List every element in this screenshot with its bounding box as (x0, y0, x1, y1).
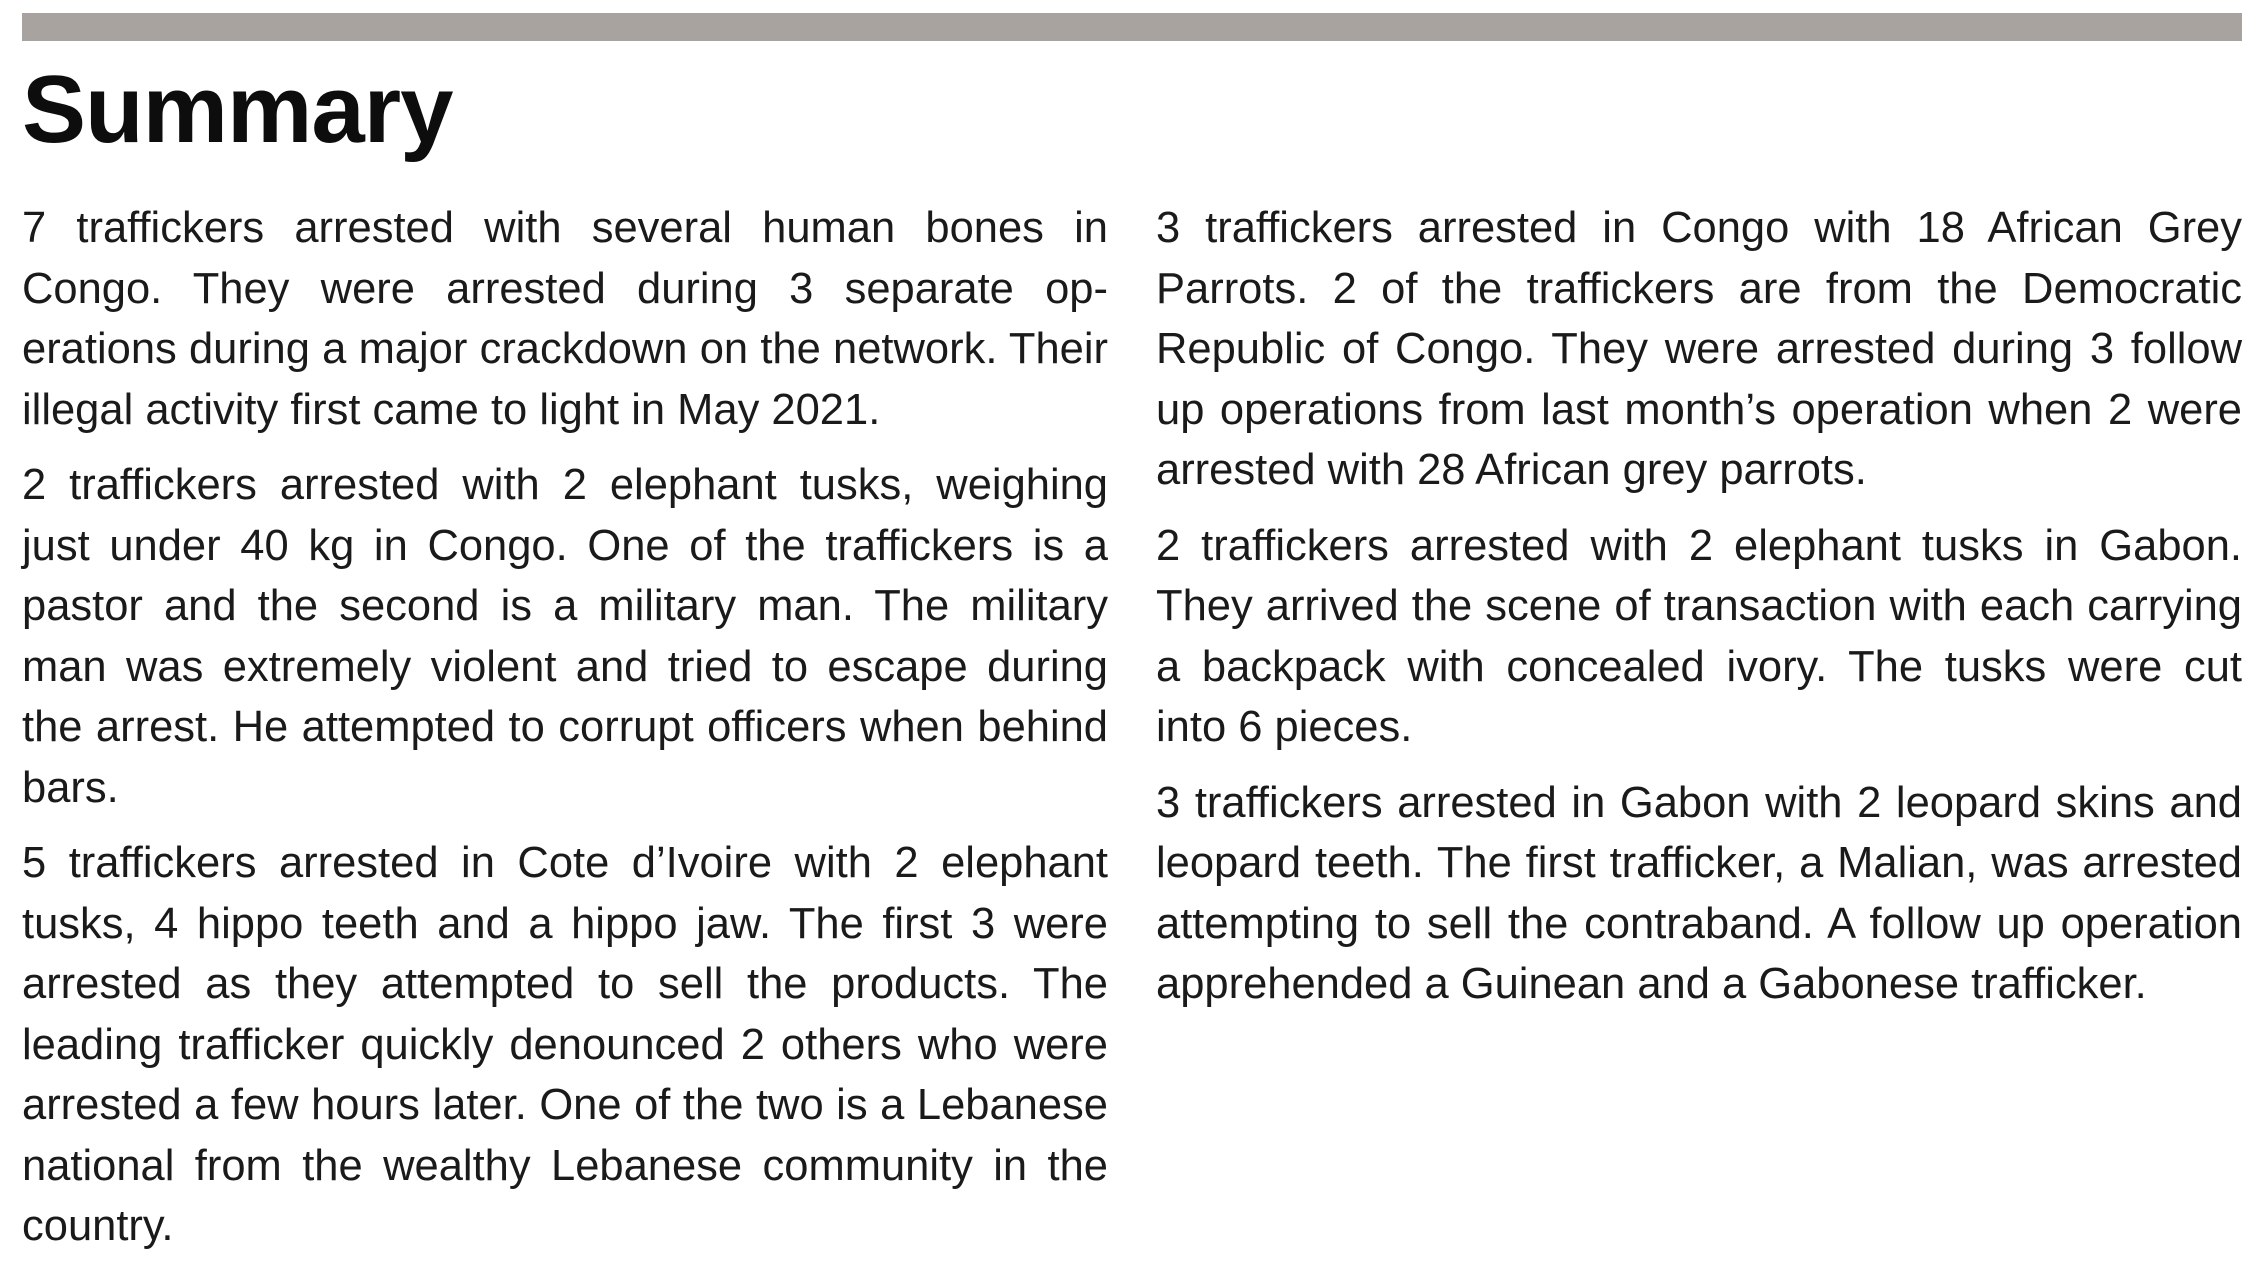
summary-paragraph: 2 traffickers arrested with 2 elephant tusks, weighing just under 40 kg in Congo. One of the traffickers is a pastor and the second is a military man. The military man was extremely violent and tried to escape during the arrest. He attempted to corrupt officers when behind bars. (22, 461, 1108, 812)
summary-paragraph: 3 traffickers arrested in Congo with 18 African Grey Parrots. 2 of the traffickers are from the Democratic Republic of Congo. They were arrested during 3 follow up operations from last month’s operation when 2 were arrested with 28 African grey parrots. (1156, 204, 2242, 494)
header-rule (22, 13, 2242, 41)
right-column (1156, 198, 2242, 1030)
summary-paragraph: 3 traffickers arrested in Gabon with 2 leopard skins and leopard teeth. The first trafficker, a Malian, was arrested attempting to sell the contraband. A follow up operation apprehended a Guinean and a Gabonese trafficker. (1156, 778, 2242, 1008)
summary-paragraph: 2 traffickers arrested with 2 elephant tusks in Gabon. They arrived the scene of transaction with each carrying a backpack with concealed ivory. The tusks were cut into 6 pieces. (1156, 521, 2242, 751)
summary-paragraph: 7 traffickers arrested with several human bones in Congo. They were arrested during 3 separate operations during a major crackdown on the network. Their illegal activity first came to light in May 2021. (22, 204, 1108, 434)
left-column (22, 198, 1108, 1272)
page-title: Summary (22, 56, 453, 163)
summary-paragraph: 5 traffickers arrested in Cote d’Ivoire with 2 elephant tusks, 4 hippo teeth and a hippo jaw. The first 3 were arrested as they attempted to sell the products. The leading trafficker quickly denounced 2 others who were arrested a few hours later. One of the two is a Lebanese national from the wealthy Lebanese community in the country. (22, 839, 1108, 1250)
